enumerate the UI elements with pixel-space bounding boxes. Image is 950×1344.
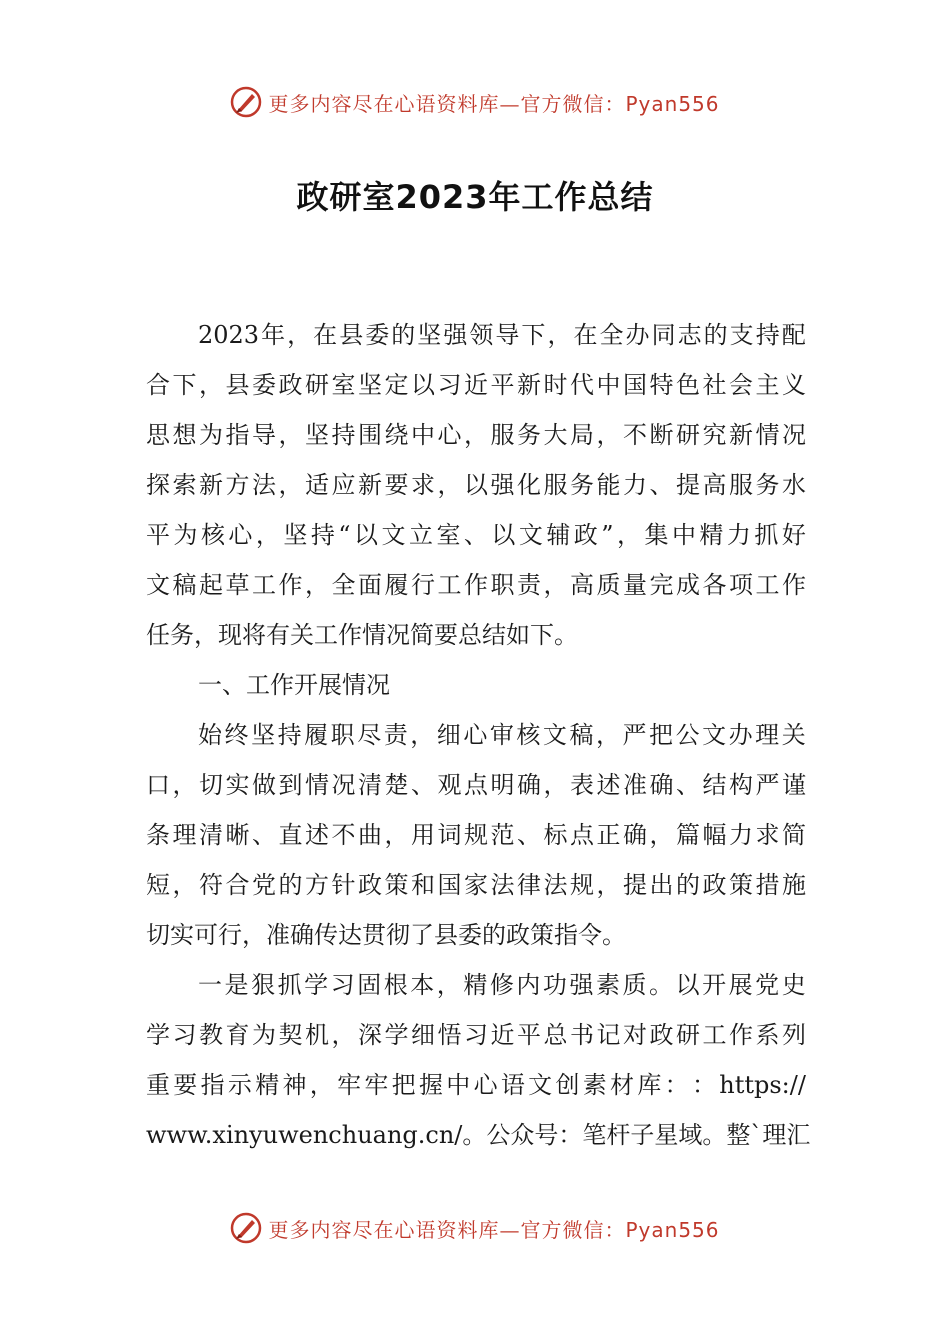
text-line: 平 为 核 心 ， 坚 持 “ 以 文 立 室 、 以 文 辅 政 ” ， 集 中 精 力 抓 好 [146,521,806,549]
text-line: 重 要 指 示 精 神 ， 牢 牢 把 握 中 心 语 文 创 素 材 库 ： ： https:// [146,1071,806,1099]
text-line: 条 理 清 晰 、 直 述 不 曲 ， 用 词 规 范 、 标 点 正 确 ， 篇 幅 力 求 简 [146,821,806,849]
text-line: 切实可行，准确传达贯彻了县委的政策指令。 [146,921,626,949]
text-line: 学 习 教 育 为 契 机 ， 深 学 细 悟 习 近 平 总 书 记 对 政 研 工 作 系 列 [146,1021,806,1049]
pen-circle-logo-icon [230,1212,262,1244]
text-line: 任务，现将有关工作情况简要总结如下。 [146,621,578,649]
header-banner [0,82,950,122]
text-line: 一 是 狠 抓 学 习 固 根 本 ， 精 修 内 功 强 素 质 。 以 开 展 党 史 [198,971,806,999]
text-line: 短 ， 符 合 党 的 方 针 政 策 和 国 家 法 律 法 规 ， 提 出 的 政 策 措 施 [146,871,806,899]
text-line: 一、工作开展情况 [198,671,390,699]
footer-banner [0,1208,950,1248]
banner-text: 更多内容尽在心语资料库—官方微信：Pyan556 [268,91,720,116]
text-line: 合 下 ， 县 委 政 研 室 坚 定 以 习 近 平 新 时 代 中 国 特 色 社 会 主 义 [146,371,806,399]
document-title: 政研室2023年工作总结 [296,178,654,216]
text-line: 始 终 坚 持 履 职 尽 责 ， 细 心 审 核 文 稿 ， 严 把 公 文 办 理 关 [198,721,806,749]
banner-text: 更多内容尽在心语资料库—官方微信：Pyan556 [268,1217,720,1242]
text-line: 思 想 为 指 导 ， 坚 持 围 绕 中 心 ， 服 务 大 局 ， 不 断 研 究 新 情 况 [146,421,806,449]
text-line: www.xinyuwenchuang.cn/ 。 公 众 号 ： 笔 杆 子 星 域 。 整 ` 理 汇 [146,1121,811,1149]
pen-circle-logo-icon [230,86,262,118]
banner-contact: Pyan556 [625,91,720,116]
document-body [146,310,811,1160]
text-line: 口 ， 切 实 做 到 情 况 清 楚 、 观 点 明 确 ， 表 述 准 确 、 结 构 严 谨 [146,771,806,799]
text-line: 2023 年 ， 在 县 委 的 坚 强 领 导 下 ， 在 全 办 同 志 的 支 持 配 [198,321,806,349]
text-line: 探 索 新 方 法 ， 适 应 新 要 求 ， 以 强 化 服 务 能 力 、 提 高 服 务 水 [146,471,806,499]
banner-contact: Pyan556 [625,1217,720,1242]
text-line: 文 稿 起 草 工 作 ， 全 面 履 行 工 作 职 责 ， 高 质 量 完 成 各 项 工 作 [146,571,806,599]
